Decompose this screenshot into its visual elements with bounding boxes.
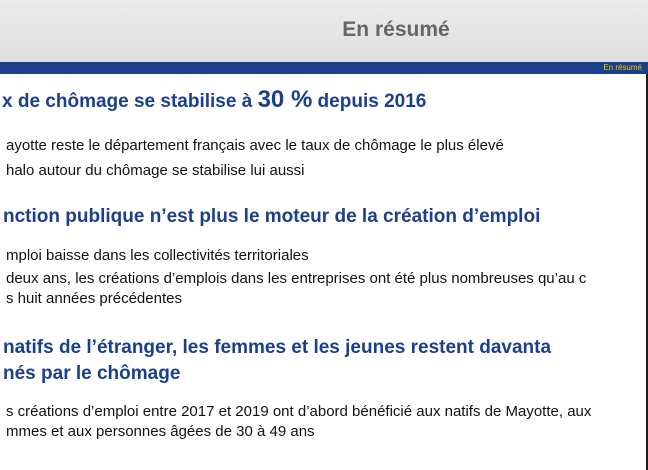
section-3-title-line-1: natifs de l’étranger, les femmes et les jeunes restent davanta [3, 337, 552, 358]
section-1-title-highlight: 30 % [257, 86, 313, 113]
slide-header [0, 0, 648, 62]
section-1-bullet-2: halo autour du chômage se stabilise lui aussi [6, 162, 305, 179]
header-title: En résumé [342, 18, 450, 41]
section-2-bullet-2: deux ans, les créations d’emplois dans les entreprises ont été plus nombreuses qu’au c [6, 270, 587, 287]
section-2-title: nction publique n’est plus le moteur de la création d’emploi [3, 206, 541, 227]
section-3-bullet-1: s créations d’emploi entre 2017 et 2019 ont d’abord bénéficié aux natifs de Mayotte, aux [6, 403, 592, 420]
section-2-bullet-3: s huit années précédentes [6, 290, 182, 307]
band-label: En résumé [603, 63, 642, 72]
section-2-bullet-1: mploi baisse dans les collectivités territoriales [6, 247, 309, 264]
header-band [0, 62, 648, 74]
section-1-bullet-1: ayotte reste le département français avec le taux de chômage le plus élevé [6, 137, 504, 154]
section-3-bullet-2: mmes et aux personnes âgées de 30 à 49 ans [6, 423, 315, 440]
section-1-title [2, 88, 426, 114]
section-1-title-post: depuis 2016 [312, 91, 427, 112]
section-3-title-line-2: nés par le chômage [3, 363, 181, 384]
section-1-title-pre: x de chômage se stabilise à [2, 91, 258, 112]
